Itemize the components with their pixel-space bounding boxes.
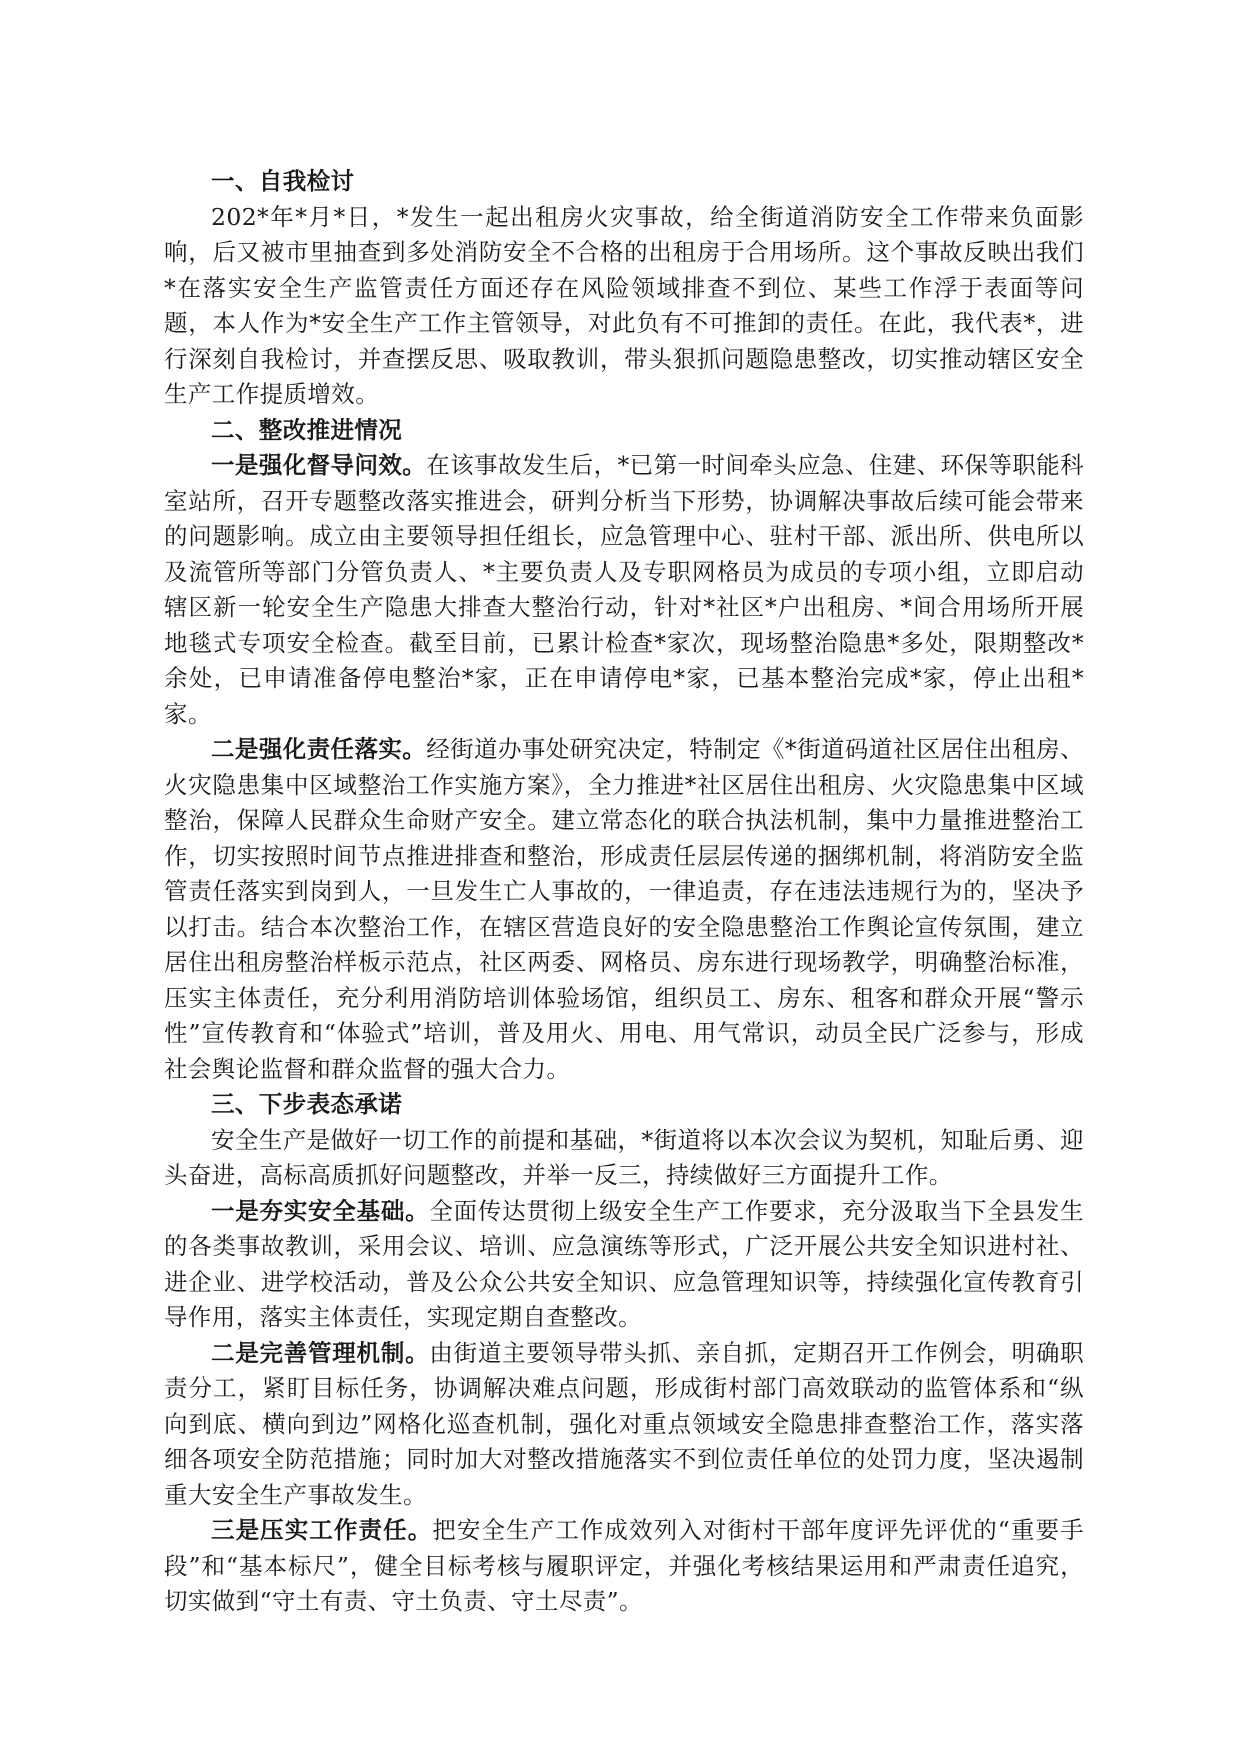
- paragraph-text: 全面传达贯彻上级安全生产工作要求，充分汲取当下全县发生的各类事故教训，采用会议、培训、应急演练等形式，广泛开展公共安全知识进村社、进企业、进学校活动，普及公众公共安全知识、应急管理知识等，持续强化宣传教育引导作用，落实主体责任，实现定期自查整改。: [164, 1196, 1084, 1331]
- paragraph-lead: 一是强化督导问效。: [211, 451, 427, 479]
- section-heading-commitments: 三、下步表态承诺: [211, 1090, 403, 1118]
- paragraph-lead: 三是压实工作责任。: [211, 1516, 433, 1544]
- paragraph: [164, 1194, 1084, 1336]
- paragraph-lead: 二是完善管理机制。: [211, 1338, 430, 1367]
- paragraph-text: 由街道主要领导带头抓、亲自抓，定期召开工作例会，明确职责分工，紧盯目标任务，协调解决难点问题，形成街村部门高效联动的监管体系和“纵向到底、横向到边”网格化巡查机制，强化对重点领域安全隐患排查整治工作，落实落细各项安全防范措施；同时加大对整改措施落实不到位责任单位的处罚力度，坚决遏制重大安全生产事故发生。: [164, 1338, 1084, 1509]
- paragraph-text: 把安全生产工作成效列入对街村干部年度评先评优的“重要手段”和“基本标尺”，健全目标考核与履职评定，并强化考核结果运用和严肃责任追究，切实做到“守土有责、守土负责、守土尽责”。: [164, 1516, 1084, 1615]
- paragraph-lead: 一是夯实安全基础。: [211, 1196, 430, 1225]
- paragraph: [164, 448, 1084, 732]
- paragraph: [164, 1513, 1084, 1620]
- section-heading-rectification-progress: 二、整改推进情况: [211, 415, 403, 444]
- paragraph: [164, 732, 1084, 1087]
- paragraph-text: 安全生产是做好一切工作的前提和基础，*街道将以本次会议为契机，知耻后勇、迎头奋进，高标高质抓好问题整改，并举一反三，持续做好三方面提升工作。: [164, 1125, 1084, 1189]
- paragraph: [164, 1123, 1084, 1194]
- document-body: [164, 164, 1084, 1620]
- paragraph-text: 在该事故发生后，*已第一时间牵头应急、住建、环保等职能科室站所，召开专题整改落实推进会，研判分析当下形势，协调解决事故后续可能会带来的问题影响。成立由主要领导担任组长，应急管理中心、驻村干部、派出所、供电所以及流管所等部门分管负责人、*主要负责人及专职网格员为成员的专项小组，立即启动辖区新一轮安全生产隐患大排查大整治行动，针对*社区*户出租房、*间合用场所开展地毯式专项安全检查。截至目前，已累计检查*家次，现场整治隐患*多处，限期整改*余处，已申请准备停电整治*家，正在申请停电*家，已基本整治完成*家，停止出租*家。: [164, 451, 1084, 728]
- paragraph-text: 202*年*月*日，*发生一起出租房火灾事故，给全街道消防安全工作带来负面影响，后又被市里抽查到多处消防安全不合格的出租房于合用场所。这个事故反映出我们*在落实安全生产监管责任方面还存在风险领域排查不到位、某些工作浮于表面等问题，本人作为*安全生产工作主管领导，对此负有不可推卸的责任。在此，我代表*，进行深刻自我检讨，并查摆反思、吸取教训，带头狠抓问题隐患整改，切实推动辖区安全生产工作提质增效。: [164, 202, 1084, 408]
- section-heading-self-review: 一、自我检讨: [211, 167, 355, 195]
- paragraph: [164, 1336, 1084, 1514]
- paragraph-text: 经街道办事处研究决定，特制定《*街道码道社区居住出租房、火灾隐患集中区域整治工作实施方案》，全力推进*社区居住出租房、火灾隐患集中区域整治，保障人民群众生命财产安全。建立常态化的联合执法机制，集中力量推进整治工作，切实按照时间节点推进排查和整治，形成责任层层传递的捆绑机制，将消防安全监管责任落实到岗到人，一旦发生亡人事故的，一律追责，存在违法违规行为的，坚决予以打击。结合本次整治工作，在辖区营造良好的安全隐患整治工作舆论宣传氛围，建立居住出租房整治样板示范点，社区两委、网格员、房东进行现场教学，明确整治标准，压实主体责任，充分利用消防培训体验场馆，组织员工、房东、租客和群众开展“警示性”宣传教育和“体验式”培训，普及用火、用电、用气常识，动员全民广泛参与，形成社会舆论监督和群众监督的强大合力。: [164, 735, 1084, 1083]
- paragraph-lead: 二是强化责任落实。: [211, 735, 427, 763]
- paragraph: [164, 200, 1084, 413]
